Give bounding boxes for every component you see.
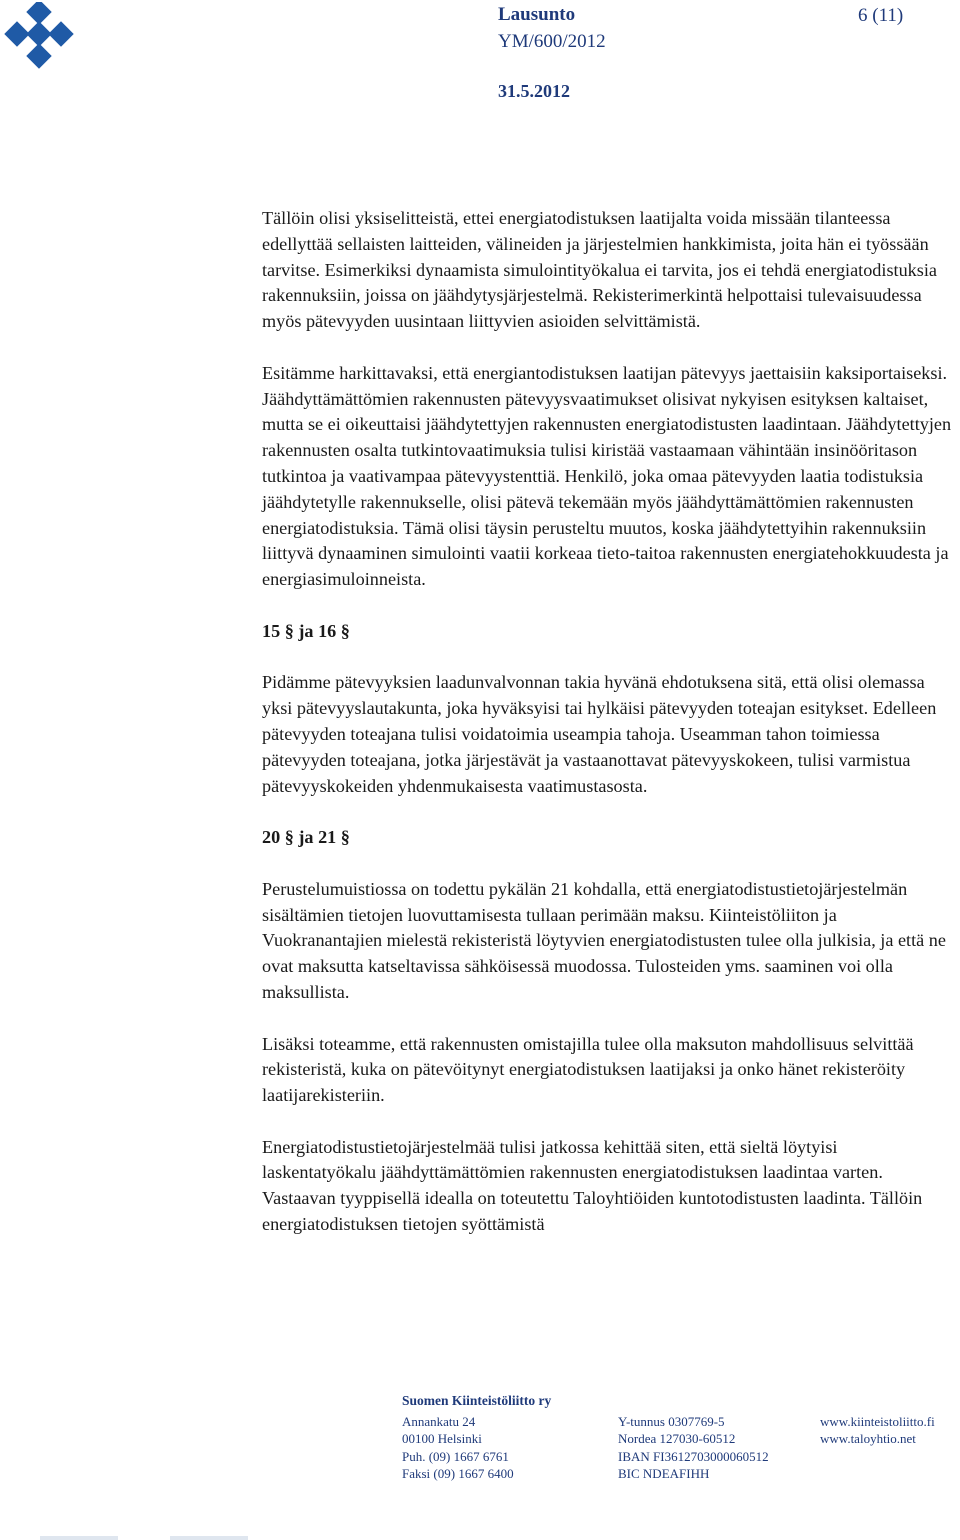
footer-street: Annankatu 24 [402, 1413, 476, 1429]
footer-fax: Faksi (09) 1667 6400 [402, 1466, 514, 1482]
kiinteistoliitto-logo [2, 2, 82, 82]
footer-bic: BIC NDEAFIHH [618, 1466, 710, 1482]
footer-organization: Suomen Kiinteistöliitto ry [402, 1393, 552, 1408]
footer-iban: IBAN FI3612703000060512 [618, 1448, 769, 1464]
section-heading-15-16: 15 § ja 16 § [262, 620, 350, 641]
document-type: Lausunto [498, 4, 576, 25]
footer-phone: Puh. (09) 1667 6761 [402, 1448, 509, 1464]
document-body [262, 206, 954, 1238]
footer-website-1[interactable]: www.kiinteistoliitto.fi [820, 1413, 935, 1429]
footer-account: Nordea 127030-60512 [618, 1431, 736, 1447]
section-heading-20-21: 20 § ja 21 § [262, 827, 350, 848]
paragraph-3: Pidämme pätevyyksien laadunvalvonnan takia hyvänä ehdotuksena sitä, että olisi olemassa yksi pätevyyslautakunta, joka hyväksyisi tai hylkäisi pätevyyden toteajan esitykset. Edelleen pätevyyden toteajana tulisi voidatoimia useampia tahoja. Useamman tahon toimiessa pätevyyden toteajana, jotka järjestävät ja vastaanottavat pätevyyskokeen, tulisi varmistua pätevyyskokeiden yhdenmukaisesta vaatimustasosta. [262, 672, 937, 796]
reference-number: YM/600/2012 [498, 31, 606, 52]
footer-address [402, 1413, 514, 1483]
logo-diamond-right [48, 21, 73, 46]
paragraph-5: Lisäksi toteamme, että rakennusten omistajilla tulee olla maksuton mahdollisuus selvittää rekisteristä, kuka on pätevöitynyt energiatodistuksen laatijaksi ja onko hänet rekisteröity laatijarekisteriin. [262, 1033, 914, 1106]
paragraph-6: Energiatodistustietojärjestelmää tulisi jatkossa kehittää siten, että sieltä löytyisi laskentatyökalu jäähdyttämättömien rakennusten energiatodistuksen laadintaa varten. Vastaavan tyyppisellä idealla on toteutettu Taloyhtiöiden kuntotodistusten laadinta. Tällöin energiatodistuksen tietojen syöttämistä [262, 1136, 923, 1235]
paragraph-1: Tällöin olisi yksiselitteistä, ettei energiatodistuksen laatijalta voida missään tilanteessa edellyttää sellaisten laitteiden, välineiden ja järjestelmien hankkimista, joita hän ei työssään tarvitse. Esimerkiksi dynaamista simulointityökalua ei tarvita, jos ei tehdä energiatodistuksia rakennuksiin, joissa on jäähdytysjärjestelmä. Rekisterimerkintä helpottaisi tulevaisuudessa myös pätevyyden uusintaan liittyvien asioiden selvittämistä. [262, 208, 937, 332]
footer-website-2[interactable]: www.taloyhtio.net [820, 1431, 916, 1447]
page-number: 6 (11) [858, 5, 904, 26]
footer-web [820, 1413, 935, 1448]
document-date: 31.5.2012 [498, 81, 570, 101]
bottom-edge-marks [40, 1534, 250, 1540]
logo-diamond-left [4, 21, 29, 46]
footer-bank [618, 1413, 769, 1483]
logo-diamond-center [26, 21, 51, 46]
footer-postal: 00100 Helsinki [402, 1431, 482, 1447]
footer-business-id: Y-tunnus 0307769-5 [618, 1413, 725, 1429]
paragraph-4: Perustelumuistiossa on todettu pykälän 21 kohdalla, että energiatodistustietojärjestelmän sisältämien tietojen luovuttamisesta tullaan perimään maksu. Kiinteistöliiton ja Vuokranantajien mielestä rekisteristä löytyvien energiatodistusten tulee olla julkisia, ja että ne ovat maksutta katseltavissa sähköisessä muodossa. Tulosteiden yms. saaminen voi olla maksullista. [262, 878, 946, 1002]
paragraph-2: Esitämme harkittavaksi, että energiantodistuksen laatijan pätevyys jaettaisiin kaksiportaiseksi. Jäähdyttämättömien rakennusten pätevyysvaatimukset olisivat nykyisen esityksen kaltaiset, mutta se ei oikeuttaisi jäähdytettyjen rakennusten energiatodistusten laadintaan. Jäähdytettyjen rakennusten osalta tutkintovaatimuksia tulisi kiristää vastaamaan vähintään insinööritason tutkintoa ja vaativampaa pätevyystenttiä. Henkilö, joka omaa pätevyyden laatia todistuksia jäähdytetylle rakennukselle, olisi pätevä tekemään myös jäähdyttämättömien rakennusten energiatodistuksia. Tämä olisi täysin perusteltu muutos, koska jäähdytettyihin rakennuksiin liittyvä dynaaminen simulointi vaatii korkeaa tieto-taitoa rakennusten energiatehokkuudesta ja energiasimuloinneista. [262, 362, 952, 590]
page-footer [402, 1392, 958, 1485]
logo-diamond-bottom [26, 43, 51, 68]
